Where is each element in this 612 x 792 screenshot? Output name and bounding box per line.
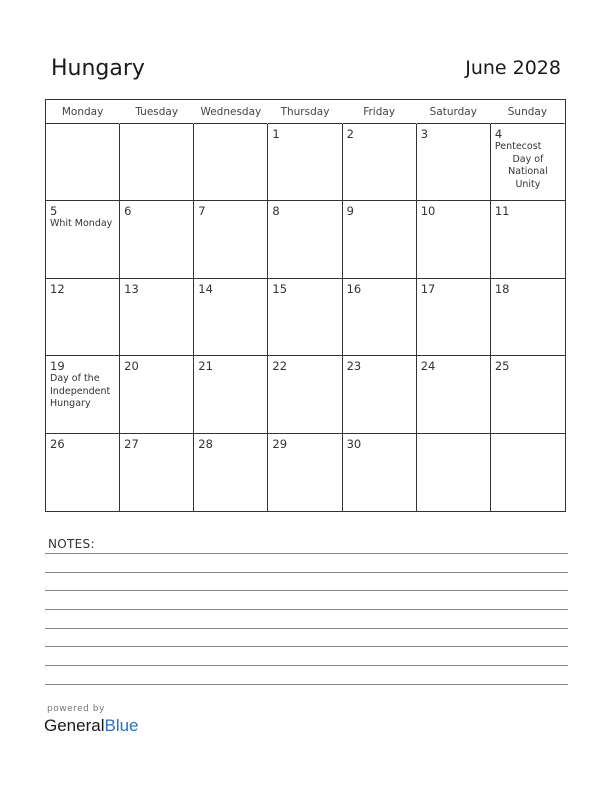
day-cell-30 — [343, 434, 417, 511]
day-number: 11 — [494, 204, 510, 219]
weekday-header-saturday: Saturday — [417, 100, 491, 124]
day-number: 23 — [346, 359, 362, 374]
weekday-header-sunday: Sunday — [491, 100, 565, 124]
day-cell-9 — [343, 201, 417, 278]
day-number: 21 — [198, 359, 213, 374]
holiday-label: Whit Monday — [50, 218, 113, 230]
day-cell-3 — [417, 124, 491, 201]
day-cell-29 — [268, 434, 342, 511]
day-cell-6 — [120, 201, 194, 278]
day-cell-25 — [491, 356, 565, 433]
day-cell-23 — [343, 356, 417, 433]
day-cell-7 — [194, 201, 268, 278]
day-cell-28 — [194, 434, 268, 511]
day-number: 16 — [346, 281, 362, 296]
notes-label: NOTES: — [48, 537, 95, 551]
day-number: 5 — [50, 204, 58, 219]
note-line — [45, 609, 568, 610]
day-cell-4 — [491, 124, 565, 201]
calendar-grid — [45, 99, 566, 512]
day-cell-27 — [120, 434, 194, 511]
day-number: 17 — [420, 281, 436, 296]
day-cell-22 — [268, 356, 342, 433]
day-cell-16 — [343, 279, 417, 356]
day-number: 30 — [346, 436, 362, 451]
note-line — [45, 572, 568, 573]
note-line — [45, 590, 568, 591]
note-line — [45, 684, 568, 685]
day-number: 29 — [272, 436, 288, 451]
day-number: 4 — [494, 127, 503, 141]
empty-day-cell — [194, 124, 268, 201]
day-number: 20 — [124, 359, 139, 374]
day-number: 25 — [494, 359, 510, 374]
day-number: 22 — [272, 359, 288, 374]
day-cell-26 — [46, 434, 120, 511]
brand-blue: Blue — [104, 716, 139, 735]
day-number: 2 — [346, 127, 354, 141]
note-line — [45, 646, 568, 647]
day-number: 3 — [420, 127, 429, 141]
day-number: 19 — [50, 359, 65, 374]
note-line — [45, 628, 568, 629]
day-cell-17 — [417, 279, 491, 356]
day-number: 7 — [198, 204, 206, 219]
month-year-title: June 2028 — [465, 57, 561, 79]
day-number: 24 — [420, 359, 436, 374]
weekday-header-friday: Friday — [343, 100, 417, 124]
day-number: 27 — [124, 436, 139, 451]
day-cell-13 — [120, 279, 194, 356]
day-cell-20 — [120, 356, 194, 433]
day-cell-8 — [268, 201, 342, 278]
day-number: 13 — [124, 281, 139, 296]
day-cell-10 — [417, 201, 491, 278]
day-number: 12 — [50, 281, 65, 296]
day-cell-21 — [194, 356, 268, 433]
day-cell-11 — [491, 201, 565, 278]
day-cell-1 — [268, 124, 342, 201]
empty-day-cell — [46, 124, 120, 201]
day-number: 9 — [346, 204, 354, 219]
day-number: 8 — [272, 204, 280, 219]
day-number: 14 — [198, 281, 213, 296]
weekday-header-monday: Monday — [46, 100, 120, 124]
day-cell-18 — [491, 279, 565, 356]
day-number: 26 — [50, 436, 65, 451]
note-line — [45, 665, 568, 666]
day-cell-19 — [46, 356, 120, 433]
day-cell-2 — [343, 124, 417, 201]
day-number: 1 — [272, 127, 280, 141]
day-number: 10 — [420, 204, 436, 219]
brand-general: General — [44, 716, 105, 735]
holiday-label: Day of the Independent Hungary — [50, 373, 111, 410]
weekday-header-tuesday: Tuesday — [120, 100, 194, 124]
day-number: 28 — [198, 436, 213, 451]
country-title: Hungary — [51, 56, 145, 81]
day-cell-5 — [46, 201, 120, 278]
weekday-header-thursday: Thursday — [268, 100, 342, 124]
powered-by-text: powered by — [47, 704, 105, 714]
generalblue-logo[interactable] — [44, 716, 139, 736]
day-number: 18 — [494, 281, 510, 296]
weekday-header-wednesday: Wednesday — [194, 100, 268, 124]
empty-day-cell — [120, 124, 194, 201]
day-cell-15 — [268, 279, 342, 356]
note-line — [45, 553, 568, 554]
empty-day-cell — [491, 434, 565, 511]
holiday-label: Pentecost — [494, 141, 542, 152]
empty-day-cell — [417, 434, 491, 511]
day-cell-24 — [417, 356, 491, 433]
day-number: 15 — [272, 281, 288, 296]
holiday-label: Day of National Unity — [508, 153, 548, 190]
day-cell-14 — [194, 279, 268, 356]
day-number: 6 — [124, 204, 132, 219]
day-cell-12 — [46, 279, 120, 356]
